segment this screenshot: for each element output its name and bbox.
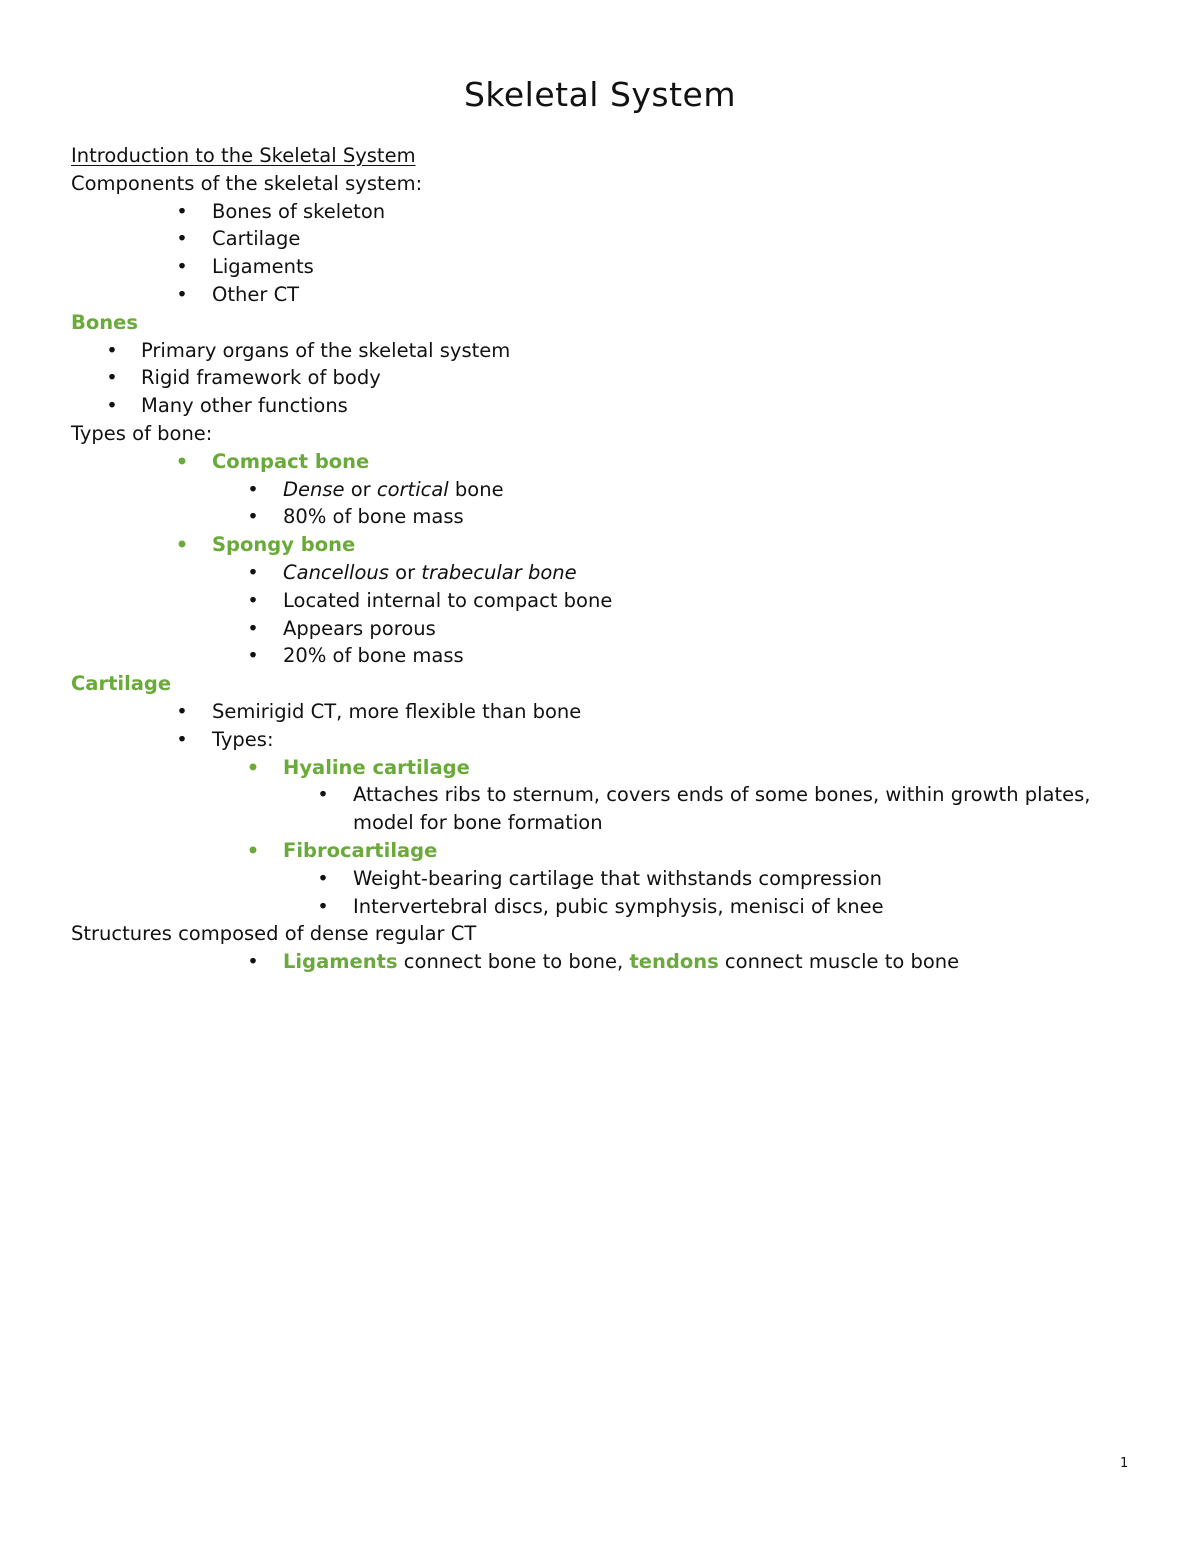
list-item xyxy=(71,865,1141,893)
bullet-icon: • xyxy=(247,950,259,974)
bullet-icon: • xyxy=(106,366,118,390)
document-body xyxy=(71,142,1141,976)
term-cortical: cortical xyxy=(376,477,449,501)
list-item xyxy=(71,392,1141,420)
types-of-bone-label: Types of bone: xyxy=(71,421,213,445)
bullet-icon: • xyxy=(176,227,188,251)
bullet-icon: • xyxy=(176,255,188,279)
bullet-icon: • xyxy=(317,894,329,918)
term-tendons: tendons xyxy=(629,950,719,974)
list-item-text: Bones of skeleton xyxy=(212,199,386,223)
compact-bone-label: Compact bone xyxy=(212,449,370,473)
list-item xyxy=(71,642,1141,670)
bullet-icon: • xyxy=(246,838,260,862)
list-item xyxy=(71,948,1141,976)
list-item xyxy=(71,503,1141,531)
list-item-text: Weight-bearing cartilage that withstands compression xyxy=(353,866,883,890)
dense-regular-ct-label: Structures composed of dense regular CT xyxy=(71,922,477,946)
list-item xyxy=(71,476,1141,504)
connector-text: or xyxy=(388,560,422,584)
section-heading-introduction: Introduction to the Skeletal System xyxy=(71,144,416,167)
list-item xyxy=(71,893,1141,921)
list-item xyxy=(71,726,1141,754)
list-item-text: Other CT xyxy=(212,282,300,306)
bullet-icon: • xyxy=(247,616,259,640)
bullet-icon: • xyxy=(246,755,260,779)
list-item xyxy=(71,587,1141,615)
list-item-spongy-bone xyxy=(71,531,1141,559)
list-item-text: Semirigid CT, more flexible than bone xyxy=(212,699,582,723)
fibrocartilage-label: Fibrocartilage xyxy=(283,838,438,862)
bullet-icon: • xyxy=(106,338,118,362)
term-ligaments: Ligaments xyxy=(283,950,398,974)
connector-text: connect muscle to bone xyxy=(718,950,960,974)
list-item xyxy=(71,198,1141,226)
term-trabecular: trabecular bone xyxy=(421,560,577,584)
list-item-text: Rigid framework of body xyxy=(141,366,381,390)
list-item-text: Cartilage xyxy=(212,227,301,251)
bullet-icon: • xyxy=(317,866,329,890)
bullet-icon: • xyxy=(176,199,188,223)
list-item-text: 20% of bone mass xyxy=(283,644,464,668)
list-item-text: Intervertebral discs, pubic symphysis, menisci of knee xyxy=(353,894,884,918)
bullet-icon: • xyxy=(175,533,189,557)
list-item-text: Appears porous xyxy=(283,616,436,640)
list-item xyxy=(71,337,1141,365)
section-heading-cartilage: Cartilage xyxy=(71,672,172,696)
components-label: Components of the skeletal system: xyxy=(71,171,423,195)
bullet-icon: • xyxy=(175,449,189,473)
term-cancellous: Cancellous xyxy=(283,560,389,584)
list-item-text: 80% of bone mass xyxy=(283,505,464,529)
list-item xyxy=(71,615,1141,643)
list-item xyxy=(71,253,1141,281)
bullet-icon: • xyxy=(247,588,259,612)
page-title: Skeletal System xyxy=(463,75,737,114)
list-item xyxy=(71,698,1141,726)
bullet-icon: • xyxy=(247,477,259,501)
list-item xyxy=(71,559,1141,587)
list-item-text: Primary organs of the skeletal system xyxy=(141,338,511,362)
bullet-icon: • xyxy=(176,727,188,751)
bullet-icon: • xyxy=(317,783,329,807)
page-number: 1 xyxy=(1120,1456,1129,1471)
list-item xyxy=(71,781,1141,837)
bullet-icon: • xyxy=(247,505,259,529)
hyaline-cartilage-label: Hyaline cartilage xyxy=(283,755,470,779)
spongy-bone-label: Spongy bone xyxy=(212,533,356,557)
list-item-text: Ligaments xyxy=(212,255,314,279)
connector-text: connect bone to bone, xyxy=(397,950,630,974)
list-item-text: Types: xyxy=(212,727,274,751)
list-item-text: Many other functions xyxy=(141,394,348,418)
list-item-fibrocartilage xyxy=(71,837,1141,865)
connector-text: bone xyxy=(448,477,504,501)
bullet-icon: • xyxy=(247,560,259,584)
connector-text: or xyxy=(344,477,377,501)
list-item-text: Attaches ribs to sternum, covers ends of some bones, within growth plates, model for bone formation xyxy=(353,783,1091,835)
list-item xyxy=(71,281,1141,309)
list-item xyxy=(71,225,1141,253)
list-item xyxy=(71,364,1141,392)
list-item-hyaline-cartilage xyxy=(71,754,1141,782)
list-item-text: Located internal to compact bone xyxy=(283,588,613,612)
term-dense: Dense xyxy=(283,477,345,501)
bullet-icon: • xyxy=(176,699,188,723)
bullet-icon: • xyxy=(176,282,188,306)
bullet-icon: • xyxy=(106,394,118,418)
list-item-compact-bone xyxy=(71,448,1141,476)
bullet-icon: • xyxy=(247,644,259,668)
section-heading-bones: Bones xyxy=(71,310,138,334)
